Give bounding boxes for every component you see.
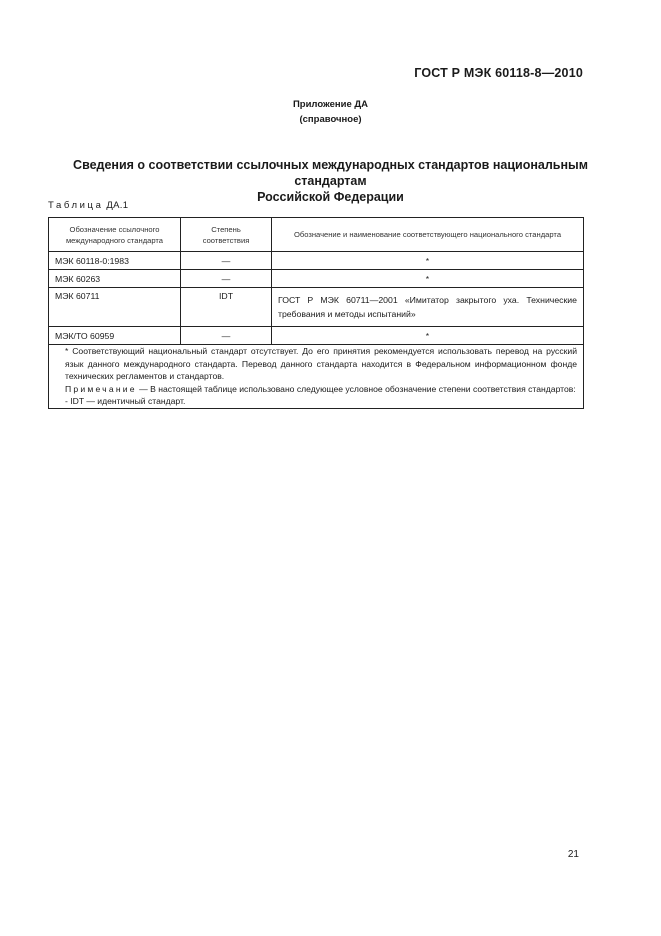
column-header-reference: Обозначение ссылочного международного стандарта xyxy=(49,218,181,252)
footnote-text: * Соответствующий национальный стандарт отсутствует. До его принятия рекомендуется использовать перевод на русский язык данного международного стандарта. Перевод данного стандарта находится в Федеральном информационном фонде технических регламентов и стандартов. xyxy=(65,346,577,381)
note-paragraph xyxy=(55,383,577,396)
cell-reference: МЭК 60711 xyxy=(49,288,181,327)
cell-reference: МЭК 60263 xyxy=(49,270,181,288)
page-number: 21 xyxy=(567,849,579,860)
cell-degree: — xyxy=(181,270,272,288)
section-title xyxy=(48,157,613,205)
note-list-item: - IDT — идентичный стандарт. xyxy=(65,396,186,406)
section-title-line-1: Сведения о соответствии ссылочных международных стандартов национальным стандартам xyxy=(73,158,588,188)
cell-national: * xyxy=(272,270,584,288)
table-caption-number: ДА.1 xyxy=(106,200,129,211)
annex-subtitle: (справочное) xyxy=(299,114,362,125)
correspondence-table xyxy=(48,217,584,409)
table-header-row xyxy=(49,218,584,252)
section-title-line-2: Российской Федерации xyxy=(257,190,404,204)
annex-title: Приложение ДА xyxy=(292,99,369,110)
document-code: ГОСТ Р МЭК 60118-8—2010 xyxy=(414,66,583,80)
cell-national: ГОСТ Р МЭК 60711—2001 «Имитатор закрытого уха. Технические требования и методы испытаний» xyxy=(272,288,584,327)
table-footnote-cell xyxy=(49,345,584,409)
cell-degree: — xyxy=(181,327,272,345)
table-caption-prefix: Таблица xyxy=(48,200,104,211)
cell-degree: — xyxy=(181,252,272,270)
cell-reference: МЭК 60118-0:1983 xyxy=(49,252,181,270)
note-text: — В настоящей таблице использовано следующее условное обозначение степени соответствия стандартов: xyxy=(136,383,576,394)
table-footnote-row xyxy=(49,345,584,409)
table-row xyxy=(49,288,584,327)
table-row xyxy=(49,327,584,345)
cell-reference: МЭК/ТО 60959 xyxy=(49,327,181,345)
cell-national: * xyxy=(272,327,584,345)
table-row xyxy=(49,252,584,270)
table-row xyxy=(49,270,584,288)
table-caption xyxy=(48,200,128,211)
note-label: Примечание xyxy=(65,383,137,394)
annex-heading xyxy=(0,97,661,127)
cell-degree: IDT xyxy=(181,288,272,327)
cell-national: * xyxy=(272,252,584,270)
column-header-degree: Степень соответствия xyxy=(181,218,272,252)
column-header-national: Обозначение и наименование соответствующего национального стандарта xyxy=(272,218,584,252)
